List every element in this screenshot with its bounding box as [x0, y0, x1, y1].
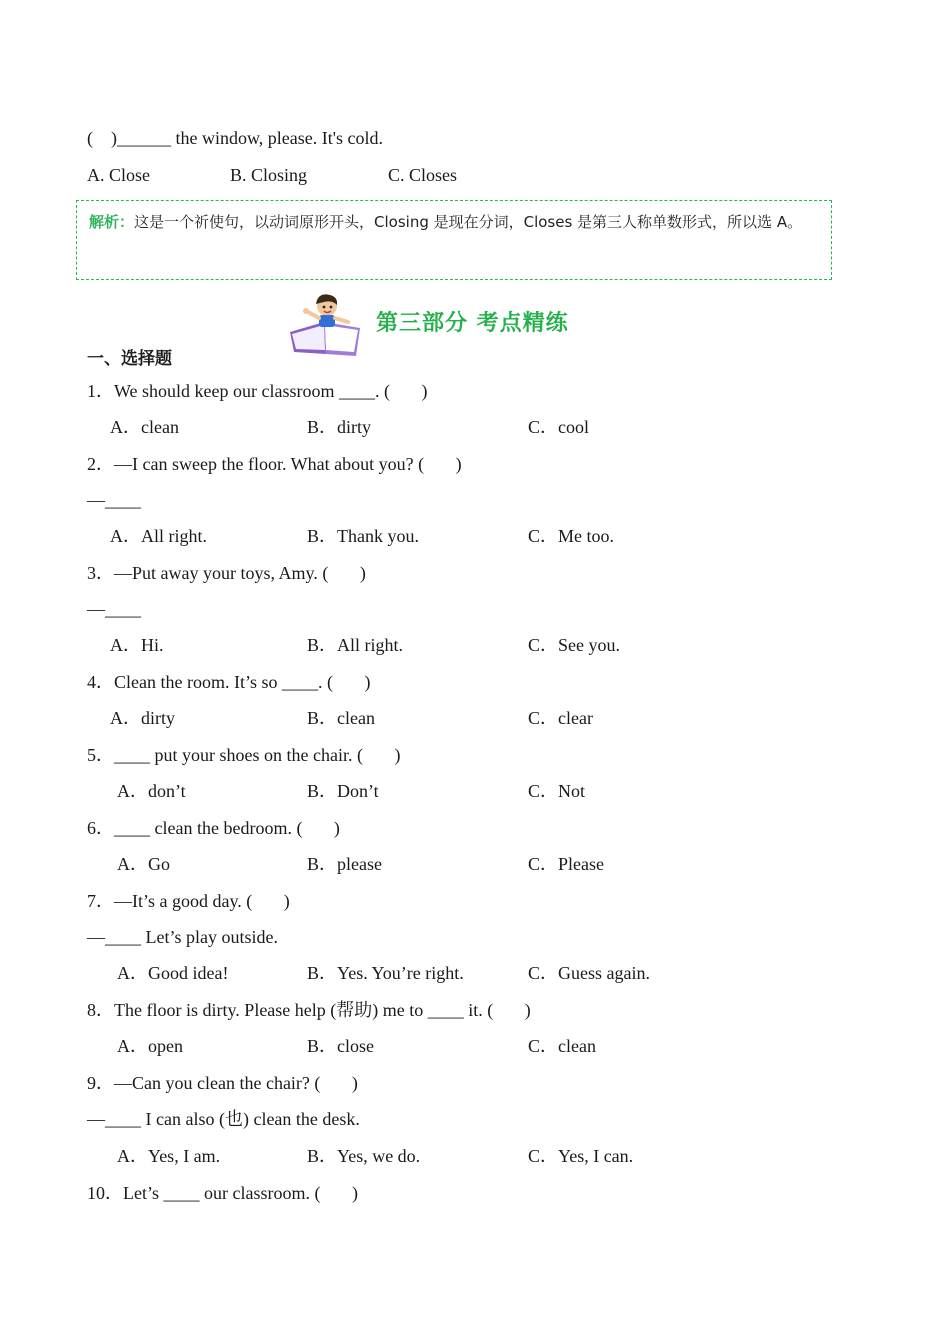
question-3-option-a: A．Hi. [110, 635, 164, 655]
question-9-option-a: A．Yes, I am. [117, 1146, 221, 1166]
question-1-option-a: A．clean [110, 417, 179, 437]
top-option-c: C. Closes [388, 165, 458, 185]
question-6-option-c: C．Please [528, 854, 604, 874]
question-4-option-a: A．dirty [110, 708, 175, 728]
question-3-option-c: C．See you. [528, 635, 620, 655]
question-7-stem: 7．—It’s a good day. ( ) [87, 891, 290, 911]
question-7-reply: —____ Let’s play outside. [87, 927, 278, 947]
question-2-option-b: B．Thank you. [307, 526, 419, 546]
analysis-box [76, 200, 832, 280]
question-2-option-c: C．Me too. [528, 526, 615, 546]
question-7-option-b: B．Yes. You’re right. [307, 963, 464, 983]
section-title: 一、选择题 [87, 349, 172, 369]
question-8-stem: 8．The floor is dirty. Please help (帮助) me to ____ it. ( ) [87, 1000, 531, 1020]
question-3-reply: —____ [87, 599, 141, 619]
reading-kid-illustration [286, 292, 366, 358]
question-6-option-a: A．Go [117, 854, 170, 874]
question-4-option-b: B．clean [307, 708, 375, 728]
question-5-option-c: C．Not [528, 781, 586, 801]
question-1-option-b: B．dirty [307, 417, 372, 437]
question-4-option-c: C．clear [528, 708, 593, 728]
question-5-option-b: B．Don’t [307, 781, 379, 801]
question-8-option-a: A．open [117, 1036, 183, 1056]
question-6-stem: 6．____ clean the bedroom. ( ) [87, 818, 340, 838]
top-question-stem: ( )______ the window, please. It's cold. [87, 128, 384, 148]
question-5-stem: 5．____ put your shoes on the chair. ( ) [87, 745, 401, 765]
question-4-stem: 4．Clean the room. It’s so ____. ( ) [87, 672, 371, 692]
question-2-option-a: A．All right. [110, 526, 207, 546]
analysis-text: 这是一个祈使句，以动词原形开头，Closing 是现在分词，Closes 是第三人称单数形式，所以选 A。 [134, 213, 803, 231]
question-3-option-b: B．All right. [307, 635, 404, 655]
question-7-option-c: C．Guess again. [528, 963, 650, 983]
top-option-a: A. Close [87, 165, 150, 185]
question-5-option-a: A．don’t [117, 781, 186, 801]
question-6-option-b: B．please [307, 854, 382, 874]
question-10-stem: 10．Let’s ____ our classroom. ( ) [87, 1183, 358, 1203]
part-title: 第三部分 考点精练 [376, 311, 569, 336]
question-3-stem: 3．—Put away your toys, Amy. ( ) [87, 563, 366, 583]
question-7-option-a: A．Good idea! [117, 963, 229, 983]
question-1-stem: 1．We should keep our classroom ____. ( ) [87, 381, 428, 401]
question-9-option-c: C．Yes, I can. [528, 1146, 634, 1166]
question-1-option-c: C．cool [528, 417, 589, 437]
question-9-stem: 9．—Can you clean the chair? ( ) [87, 1073, 358, 1093]
question-9-reply: —____ I can also (也) clean the desk. [87, 1109, 360, 1129]
question-2-stem: 2．—I can sweep the floor. What about you? ( ) [87, 454, 462, 474]
analysis-label: 解析： [89, 213, 135, 231]
top-option-b: B. Closing [230, 165, 308, 185]
question-8-option-b: B．close [307, 1036, 374, 1056]
question-9-option-b: B．Yes, we do. [307, 1146, 421, 1166]
question-2-reply: —____ [87, 490, 141, 510]
question-8-option-c: C．clean [528, 1036, 596, 1056]
